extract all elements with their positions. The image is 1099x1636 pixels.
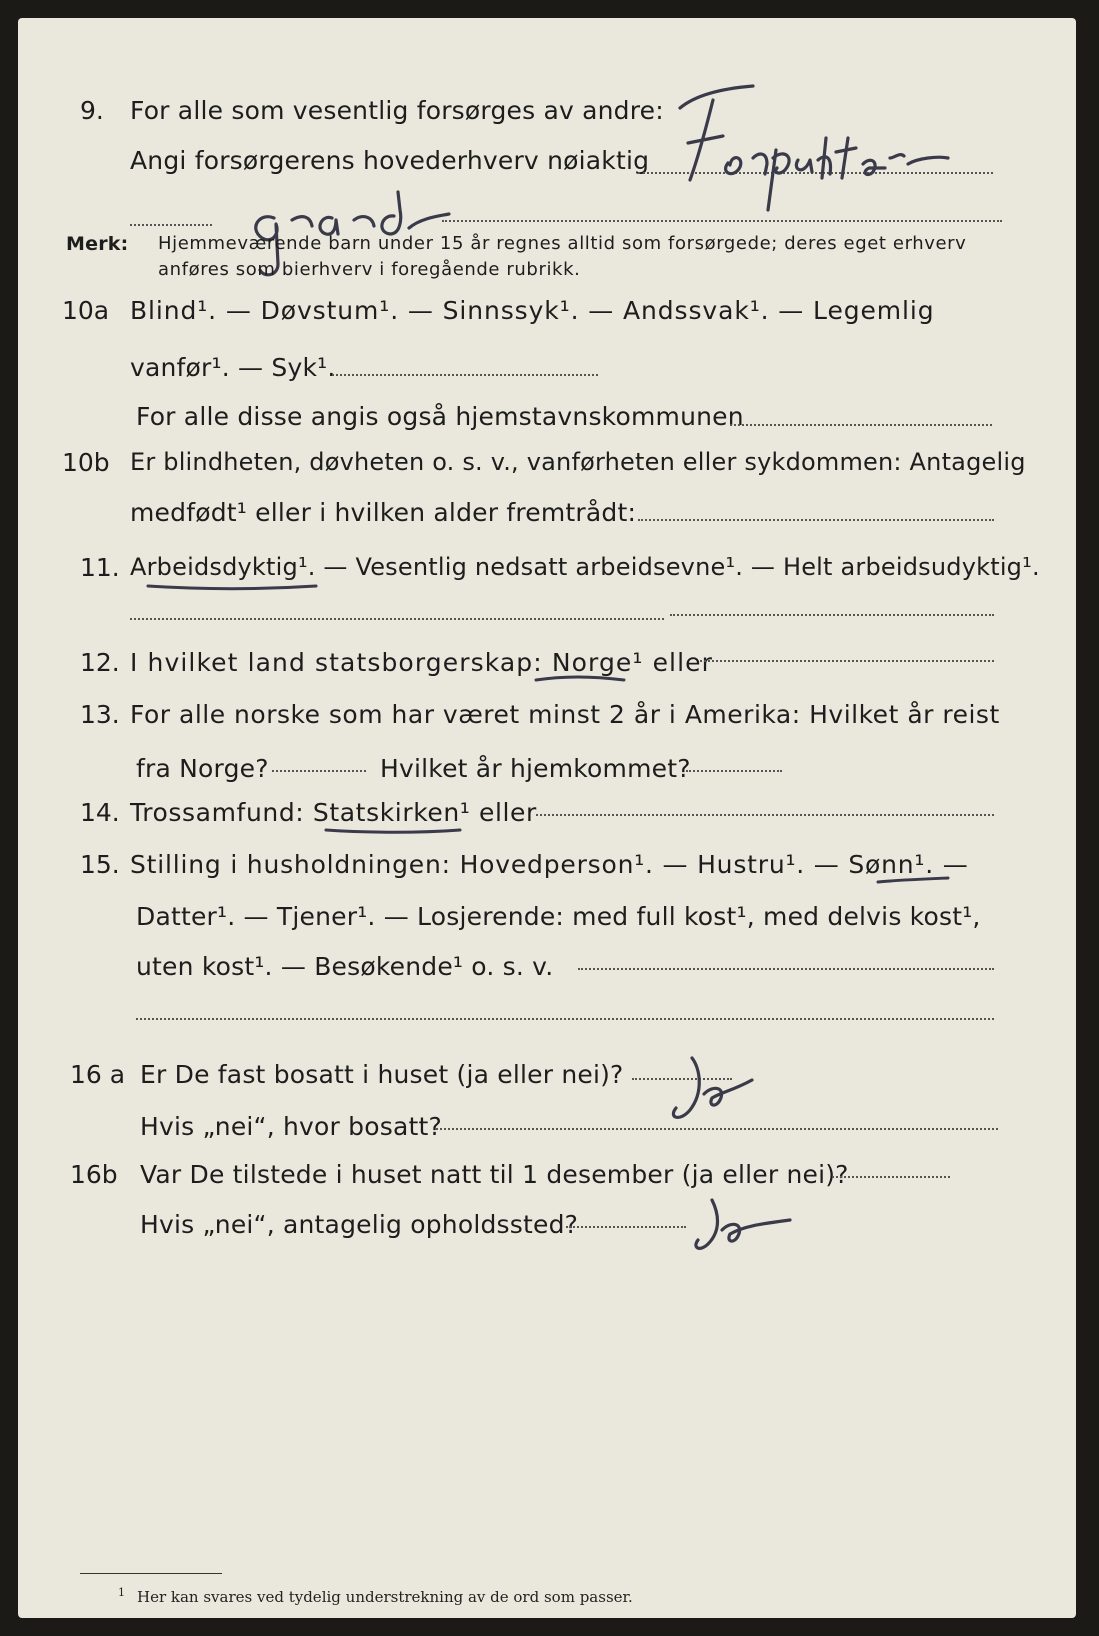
q14-line1: Trossamfund: Statskirken¹ eller	[130, 798, 537, 827]
q12-number: 12.	[80, 648, 120, 677]
q10a-number: 10a	[62, 296, 110, 325]
q15-underline-sonn	[874, 874, 954, 888]
q16b-opholdssted-answer-line	[566, 1226, 686, 1228]
q10b-line1: Er blindheten, døvheten o. s. v., vanførheten eller sykdommen: Antagelig	[130, 448, 1026, 476]
q9-answer-line2b	[442, 220, 1002, 222]
merk-line2: anføres som bierhverv i foregående rubrikk.	[158, 259, 581, 280]
q12-line1: I hvilket land statsborgerskap: Norge¹ eller	[130, 648, 714, 677]
q10a-hjemstavn-answer-line	[730, 424, 992, 426]
footnote-mark: 1	[118, 1586, 125, 1599]
q15-line1: Stilling i husholdningen: Hovedperson¹. — Hustru¹. — Sønn¹. —	[130, 850, 969, 879]
q12-answer-line	[700, 660, 994, 662]
q11-number: 11.	[80, 553, 120, 582]
q16a-number: 16 a	[70, 1060, 126, 1089]
merk-label: Merk:	[66, 233, 129, 255]
q13-line2a: fra Norge?	[136, 754, 269, 783]
q13-number: 13.	[80, 700, 120, 729]
q10a-syk-answer-line	[332, 374, 598, 376]
q11-answer-line-a	[130, 618, 664, 620]
q13-reist-answer-line	[272, 770, 366, 772]
q10b-line2: medfødt¹ eller i hvilken alder fremtrådt:	[130, 498, 637, 527]
q10b-answer-line	[638, 519, 994, 521]
q13-line1: For alle norske som har været minst 2 år i Amerika: Hvilket år reist	[130, 700, 1000, 729]
q9-line2: Angi forsørgerens hovederhverv nøiaktig	[130, 146, 650, 175]
q14-answer-line	[536, 814, 994, 816]
q9-answer-line2a	[130, 224, 212, 226]
q10a-line3: For alle disse angis også hjemstavnskommunen	[136, 402, 744, 431]
q16b-answer-line	[832, 1176, 950, 1178]
q11-line1: Arbeidsdyktig¹. — Vesentlig nedsatt arbeidsevne¹. — Helt arbeidsudyktig¹.	[130, 553, 1040, 581]
q15-line2: Datter¹. — Tjener¹. — Losjerende: med full kost¹, med delvis kost¹,	[136, 902, 981, 931]
q13-line2b: Hvilket år hjemkommet?	[380, 754, 691, 783]
q16b-line1: Var De tilstede i huset natt til 1 desember (ja eller nei)?	[140, 1160, 849, 1189]
handwritten-forpakter	[658, 68, 958, 218]
q16b-number: 16b	[70, 1160, 118, 1189]
q16a-line2: Hvis „nei“, hvor bosatt?	[140, 1112, 442, 1141]
q9-line1: For alle som vesentlig forsørges av andre:	[130, 96, 664, 125]
q16b-line2: Hvis „nei“, antagelig opholdssted?	[140, 1210, 579, 1239]
q11-underline-arbeidsdyktig	[144, 580, 324, 594]
q15-number: 15.	[80, 850, 120, 879]
q9-number: 9.	[80, 96, 104, 125]
footnote-text: Her kan svares ved tydelig understrekning av de ord som passer.	[137, 1588, 633, 1606]
footnote	[118, 1586, 633, 1606]
q14-underline-statskirken	[320, 824, 470, 838]
q11-answer-line-b	[670, 614, 994, 616]
handwritten-ja-16b	[682, 1190, 822, 1270]
q13-hjemkommet-answer-line	[686, 770, 782, 772]
q10b-number: 10b	[62, 448, 110, 477]
q10a-line1: Blind¹. — Døvstum¹. — Sinnssyk¹. — Andssvak¹. — Legemlig	[130, 296, 935, 325]
census-form-page	[18, 18, 1076, 1618]
q14-number: 14.	[80, 798, 120, 827]
handwritten-ja-16a	[648, 1048, 788, 1138]
footnote-rule	[80, 1573, 222, 1574]
q10a-line2: vanfør¹. — Syk¹.	[130, 353, 336, 382]
q15-line3: uten kost¹. — Besøkende¹ o. s. v.	[136, 952, 554, 981]
merk-line1: Hjemmeværende barn under 15 år regnes alltid som forsørgede; deres eget erhverv	[158, 233, 967, 254]
q15-answer-line-b	[136, 1018, 994, 1020]
q16a-line1: Er De fast bosatt i huset (ja eller nei)?	[140, 1060, 624, 1089]
q12-underline-norge	[532, 672, 632, 688]
q15-answer-line-a	[578, 968, 994, 970]
